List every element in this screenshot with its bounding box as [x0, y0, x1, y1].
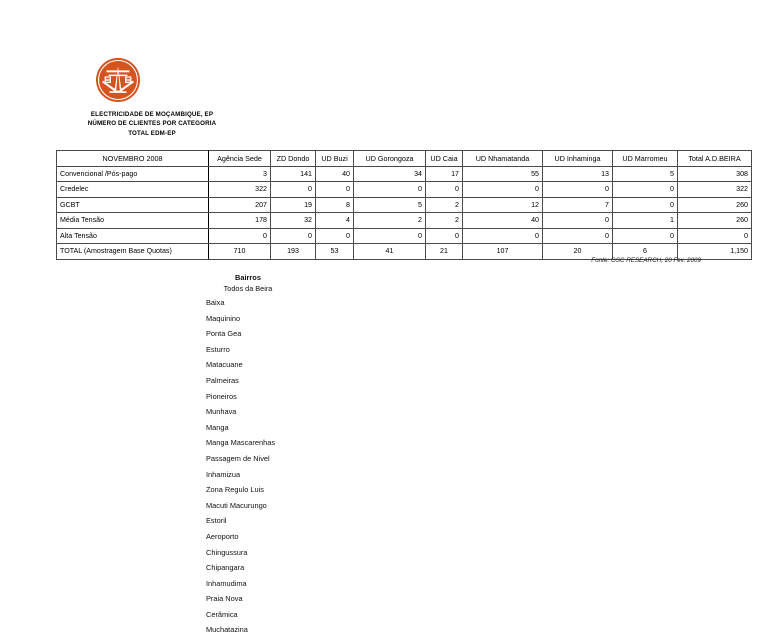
- cell-value: 40: [316, 166, 354, 182]
- edm-pylon-emblem-icon: [96, 58, 140, 102]
- cell-value: 0: [613, 182, 678, 198]
- cell-row-total: 308: [678, 166, 752, 182]
- table-body: [57, 166, 752, 259]
- cell-value: 2: [426, 197, 463, 213]
- total-cell-value: 107: [463, 244, 543, 260]
- total-cell-value: 41: [354, 244, 426, 260]
- list-item: Pioneiros: [206, 391, 237, 401]
- cell-value: 0: [543, 213, 613, 229]
- table-row: [57, 228, 752, 244]
- cell-value: 0: [354, 228, 426, 244]
- list-item: Muchatazina: [206, 625, 248, 635]
- list-item: Munhava: [206, 407, 237, 417]
- cell-value: 207: [209, 197, 271, 213]
- list-item: Baixa: [206, 298, 225, 307]
- row-label: Convencional /Pós-pago: [57, 166, 209, 182]
- cell-row-total: 0: [678, 228, 752, 244]
- cell-value: 1: [613, 213, 678, 229]
- row-label: GCBT: [57, 197, 209, 213]
- row-label: Média Tensão: [57, 213, 209, 229]
- col-header-period: NOVEMBRO 2008: [57, 151, 209, 167]
- list-item: Praia Nova: [206, 594, 243, 604]
- cell-value: 0: [543, 182, 613, 198]
- company-logo: [96, 58, 140, 106]
- list-item: Passagem de Nivel: [206, 453, 270, 463]
- col-header-ud-inhaminga: UD Inhaminga: [543, 151, 613, 167]
- list-item: Manga Mascarenhas: [206, 438, 276, 448]
- cell-value: 0: [543, 228, 613, 244]
- col-header-ud-caia: UD Caia: [426, 151, 463, 167]
- total-cell-value: 53: [316, 244, 354, 260]
- cell-value: 0: [316, 182, 354, 198]
- cell-value: 0: [426, 182, 463, 198]
- list-item: Chipangara: [206, 563, 245, 573]
- list-item: Aeroporto: [206, 531, 239, 541]
- list-item: Matacuane: [206, 360, 243, 370]
- list-item: Estoril: [206, 516, 227, 526]
- title-line-scope: TOTAL EDM-EP: [128, 129, 176, 137]
- total-row-label: TOTAL (Amostragem Base Quotas): [57, 244, 209, 260]
- list-item: Palmeiras: [206, 375, 239, 385]
- list-item: Esturro: [206, 344, 230, 354]
- cell-value: 3: [209, 166, 271, 182]
- cell-value: 322: [209, 182, 271, 198]
- col-header-ud-marromeu: UD Marromeu: [613, 151, 678, 167]
- cell-value: 8: [316, 197, 354, 213]
- page-title: [52, 110, 252, 138]
- table-row: [57, 197, 752, 213]
- cell-value: 141: [271, 166, 316, 182]
- total-cell-value: 193: [271, 244, 316, 260]
- cell-value: 13: [543, 166, 613, 182]
- row-label: Alta Tensão: [57, 228, 209, 244]
- cell-value: 34: [354, 166, 426, 182]
- source-note: Fonte: GSC RESEARCH, 20 Fev. 2009: [591, 257, 701, 264]
- col-header-ud-buzi: UD Buzi: [316, 151, 354, 167]
- cell-value: 0: [613, 228, 678, 244]
- cell-value: 32: [271, 213, 316, 229]
- cell-value: 0: [271, 182, 316, 198]
- cell-value: 40: [463, 213, 543, 229]
- list-item: Manga: [206, 422, 229, 432]
- list-item: Maquinino: [206, 313, 241, 323]
- cell-value: 178: [209, 213, 271, 229]
- cell-value: 0: [463, 228, 543, 244]
- cell-value: 0: [354, 182, 426, 198]
- row-label: Credelec: [57, 182, 209, 198]
- list-item: Zona Regulo Luis: [206, 485, 264, 495]
- total-cell-value: 6: [613, 244, 678, 260]
- table-row: [57, 213, 752, 229]
- cell-row-total: 260: [678, 197, 752, 213]
- cell-value: 0: [316, 228, 354, 244]
- cell-value: 2: [426, 213, 463, 229]
- cell-value: 0: [613, 197, 678, 213]
- cell-row-total: 260: [678, 213, 752, 229]
- cell-value: 2: [354, 213, 426, 229]
- col-header-zd-dondo: ZD Dondo: [271, 151, 316, 167]
- cell-value: 0: [271, 228, 316, 244]
- total-cell-value: 710: [209, 244, 271, 260]
- table-row: [57, 166, 752, 182]
- bairros-title: Bairros: [235, 273, 261, 282]
- title-line-subject: NÚMERO DE CLIENTES POR CATEGORIA: [87, 120, 217, 128]
- cell-value: 19: [271, 197, 316, 213]
- clients-by-category-table: [56, 150, 752, 260]
- total-cell-value: 21: [426, 244, 463, 260]
- cell-row-total: 322: [678, 182, 752, 198]
- cell-value: 0: [463, 182, 543, 198]
- grand-total-value: 1,150: [678, 244, 752, 260]
- cell-value: 0: [426, 228, 463, 244]
- cell-value: 5: [354, 197, 426, 213]
- col-header-agencia-sede: Agência Sede: [209, 151, 271, 167]
- total-cell-value: 20: [543, 244, 613, 260]
- cell-value: 17: [426, 166, 463, 182]
- cell-value: 55: [463, 166, 543, 182]
- list-item: Chingussura: [206, 547, 248, 557]
- bairros-list: [206, 272, 366, 638]
- list-item: Macuti Macurungo: [206, 500, 267, 510]
- table-header-row: [57, 151, 752, 167]
- list-item: Inhamizua: [206, 469, 241, 479]
- bairros-subtitle: Todos da Beira: [223, 284, 273, 293]
- cell-value: 4: [316, 213, 354, 229]
- list-item: Ponta Gea: [206, 329, 242, 339]
- title-line-company: ELECTRICIDADE DE MOÇAMBIQUE, EP: [90, 111, 214, 118]
- col-header-total-adbeira: Total A.D.BEIRA: [678, 151, 752, 167]
- cell-value: 7: [543, 197, 613, 213]
- cell-value: 0: [209, 228, 271, 244]
- cell-value: 5: [613, 166, 678, 182]
- col-header-ud-gorongoza: UD Gorongoza: [354, 151, 426, 167]
- col-header-ud-nhamatanda: UD Nhamatanda: [463, 151, 543, 167]
- list-item: Cerâmica: [206, 609, 238, 619]
- list-item: Inhamudima: [206, 578, 247, 588]
- table-row: [57, 182, 752, 198]
- cell-value: 12: [463, 197, 543, 213]
- bairros-items-container: [206, 295, 366, 638]
